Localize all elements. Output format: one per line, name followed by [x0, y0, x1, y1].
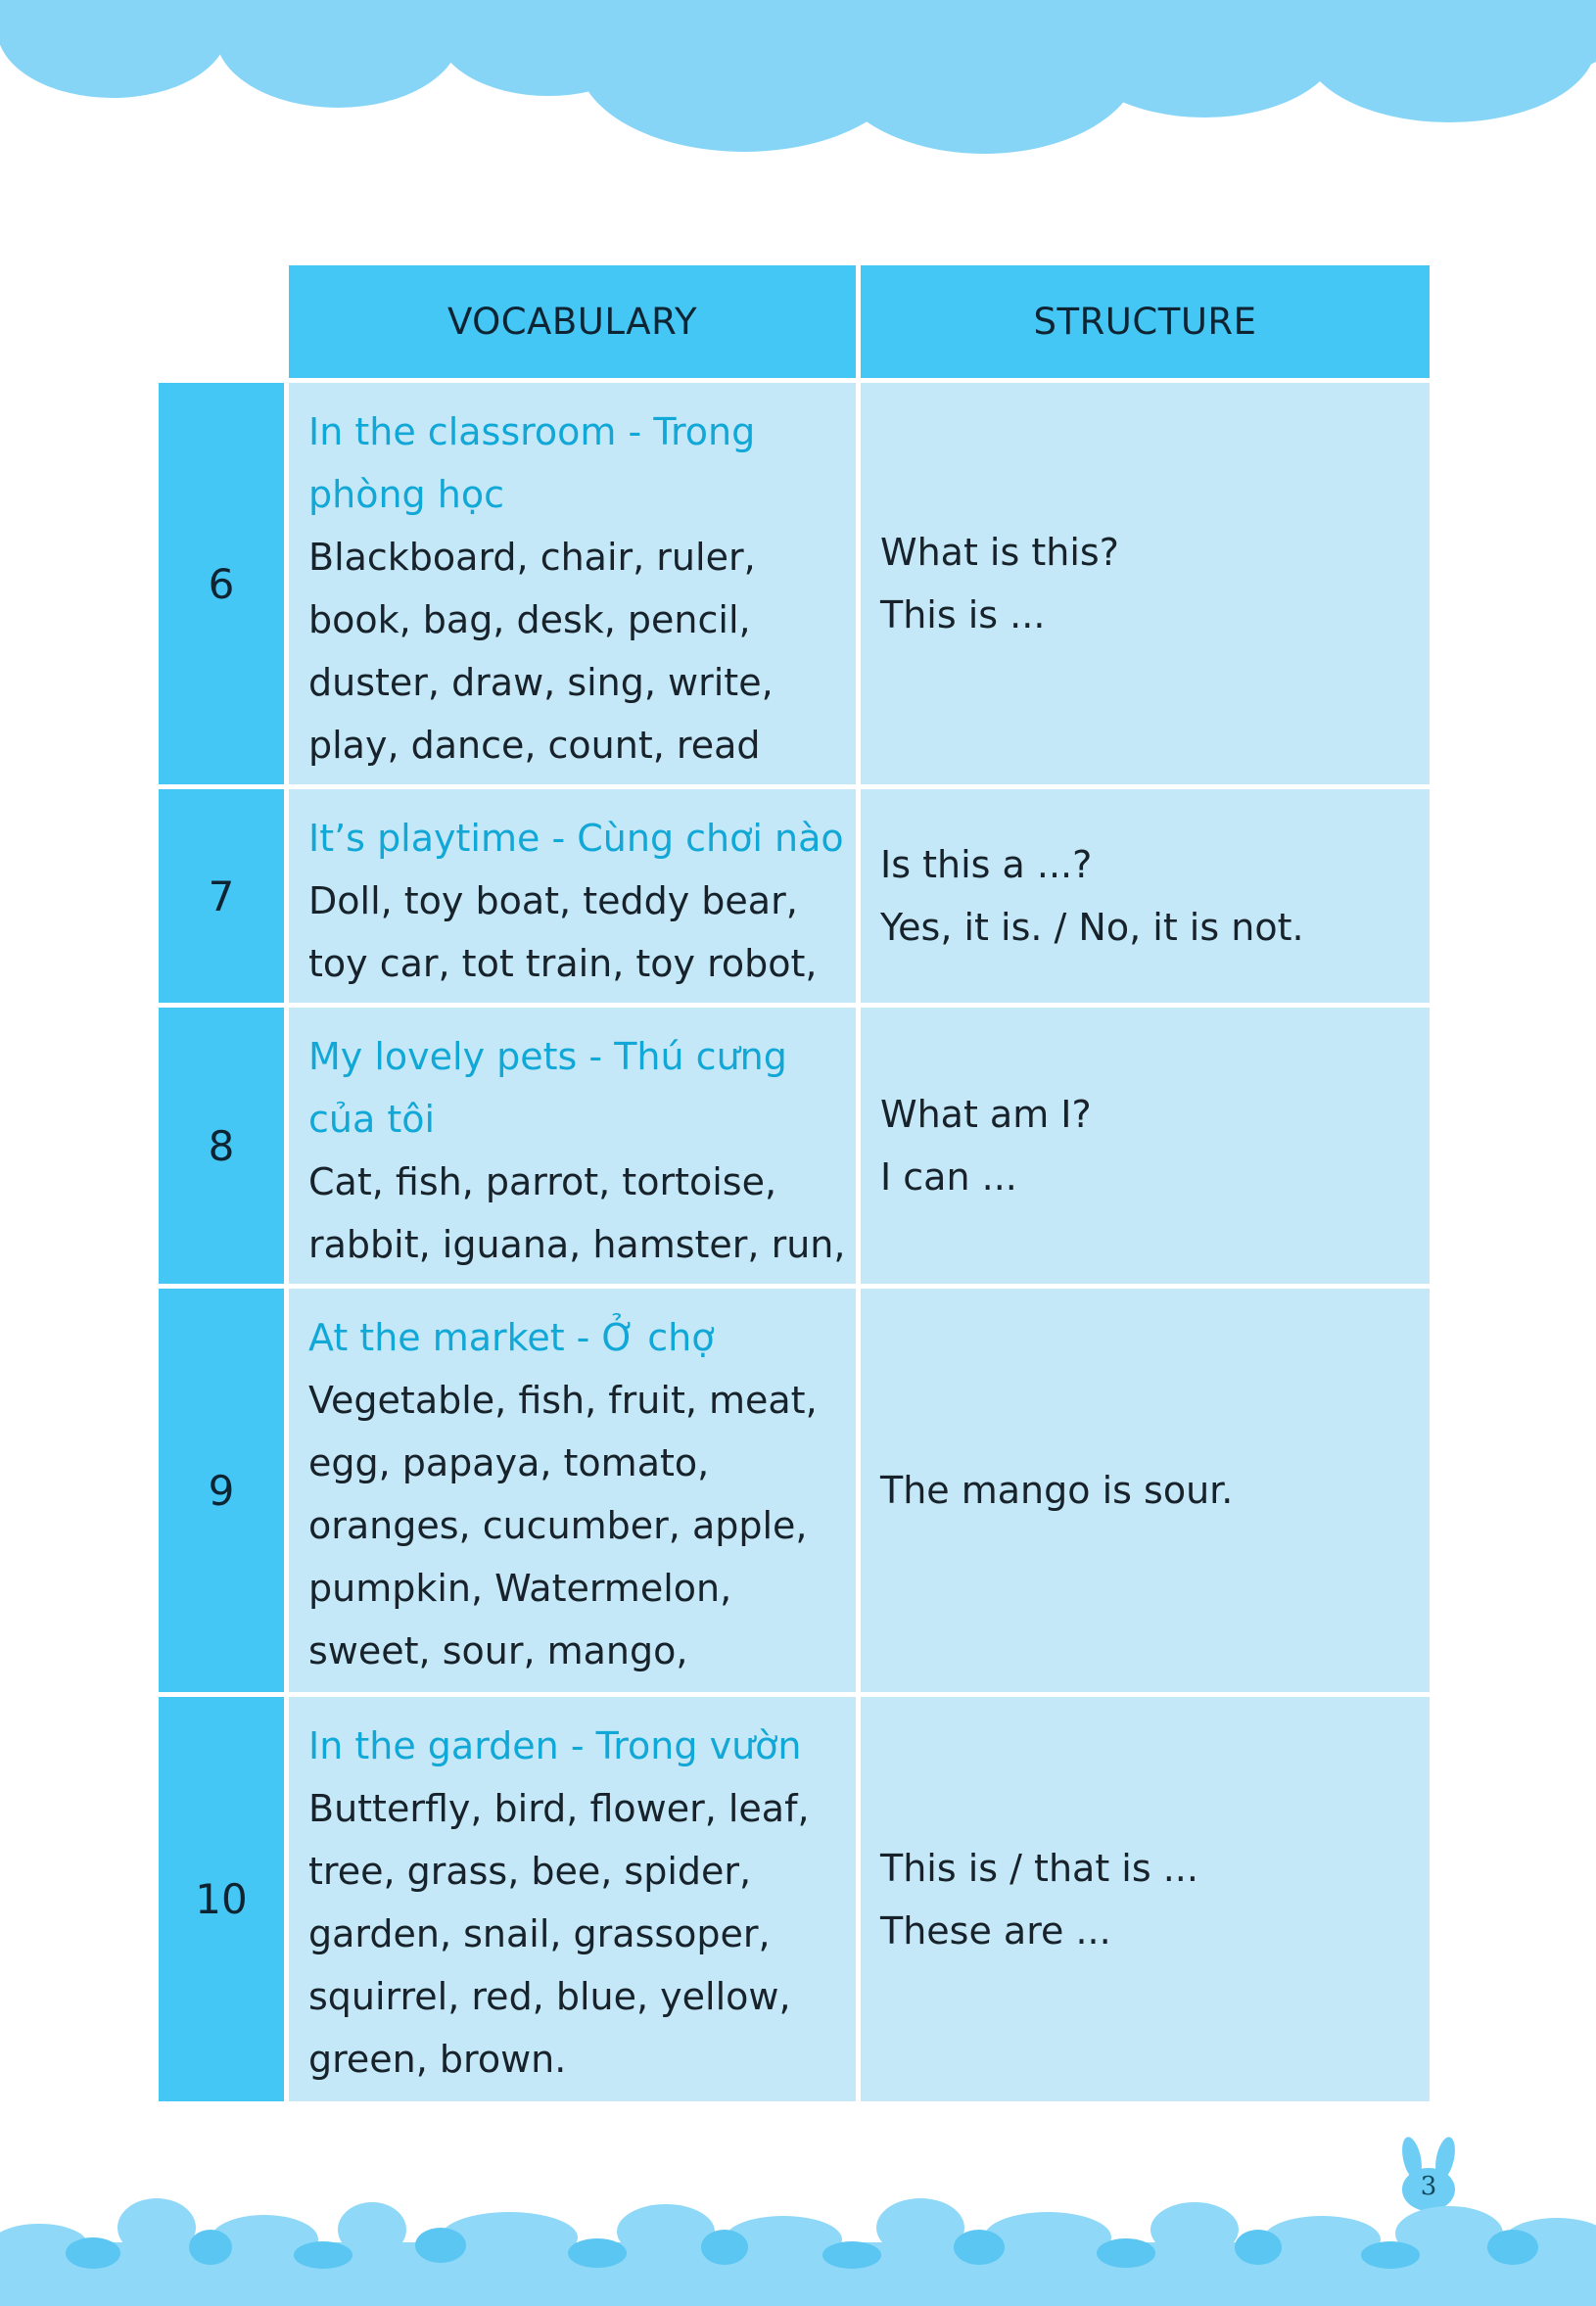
grass-border-bottom [0, 2188, 1596, 2306]
topic-title: In the garden - Trong vườn [308, 1724, 802, 1767]
structure-cell [861, 1008, 1430, 1284]
table-corner [159, 265, 284, 378]
topic-title: At the market - Ở chợ [308, 1316, 715, 1359]
word-list: Butterfly, bird, flower, leaf, tree, grass, bee, spider, garden, snail, grassoper, squirrel, red, blue, yellow, green, brown. [308, 1787, 810, 2081]
vocabulary-structure-table [159, 265, 1430, 2101]
cloud-border-top [0, 0, 1596, 157]
structure-cell [861, 789, 1430, 1003]
structure-cell [861, 1697, 1430, 2101]
structure-header: STRUCTURE [861, 265, 1430, 378]
word-list: Vegetable, fish, fruit, meat, egg, papaya, tomato, oranges, cucumber, apple, pumpkin, Watermelon, sweet, sour, mango, [308, 1379, 818, 1672]
structure-line: What am I? [880, 1093, 1092, 1136]
structure-line: These are ... [880, 1908, 1111, 1953]
lesson-number: 6 [159, 383, 284, 784]
lesson-number: 9 [159, 1289, 284, 1692]
lesson-number: 10 [159, 1697, 284, 2101]
structure-line: This is / that is ... [880, 1846, 1198, 1890]
vocabulary-cell [289, 789, 856, 1003]
word-list: Doll, toy boat, teddy bear, toy car, tot train, toy robot, [308, 879, 818, 985]
page-number: 3 [1420, 2172, 1437, 2201]
vocabulary-cell [289, 383, 856, 784]
vocabulary-cell [289, 1697, 856, 2101]
structure-cell [861, 1289, 1430, 1692]
vocabulary-cell [289, 1289, 856, 1692]
topic-title: My lovely pets - Thú cưng của tôi [308, 1035, 787, 1141]
structure-line: The mango is sour. [880, 1469, 1234, 1512]
vocabulary-cell [289, 1008, 856, 1284]
word-list: Cat, fish, parrot, tortoise, rabbit, iguana, hamster, run, [308, 1160, 846, 1266]
structure-line: I can ... [880, 1155, 1017, 1199]
word-list: Blackboard, chair, ruler, book, bag, desk, pencil, duster, draw, sing, write, play, dance, count, read [308, 536, 774, 767]
structure-cell [861, 383, 1430, 784]
lesson-number: 7 [159, 789, 284, 1003]
structure-line: Yes, it is. / No, it is not. [880, 906, 1304, 949]
structure-line: What is this? [880, 531, 1119, 574]
lesson-number: 8 [159, 1008, 284, 1284]
vocabulary-header: VOCABULARY [289, 265, 856, 378]
topic-title: It’s playtime - Cùng chơi nào [308, 817, 844, 860]
topic-title: In the classroom - Trong phòng học [308, 410, 756, 516]
structure-line: This is ... [880, 593, 1046, 636]
structure-line: Is this a ...? [880, 843, 1093, 886]
